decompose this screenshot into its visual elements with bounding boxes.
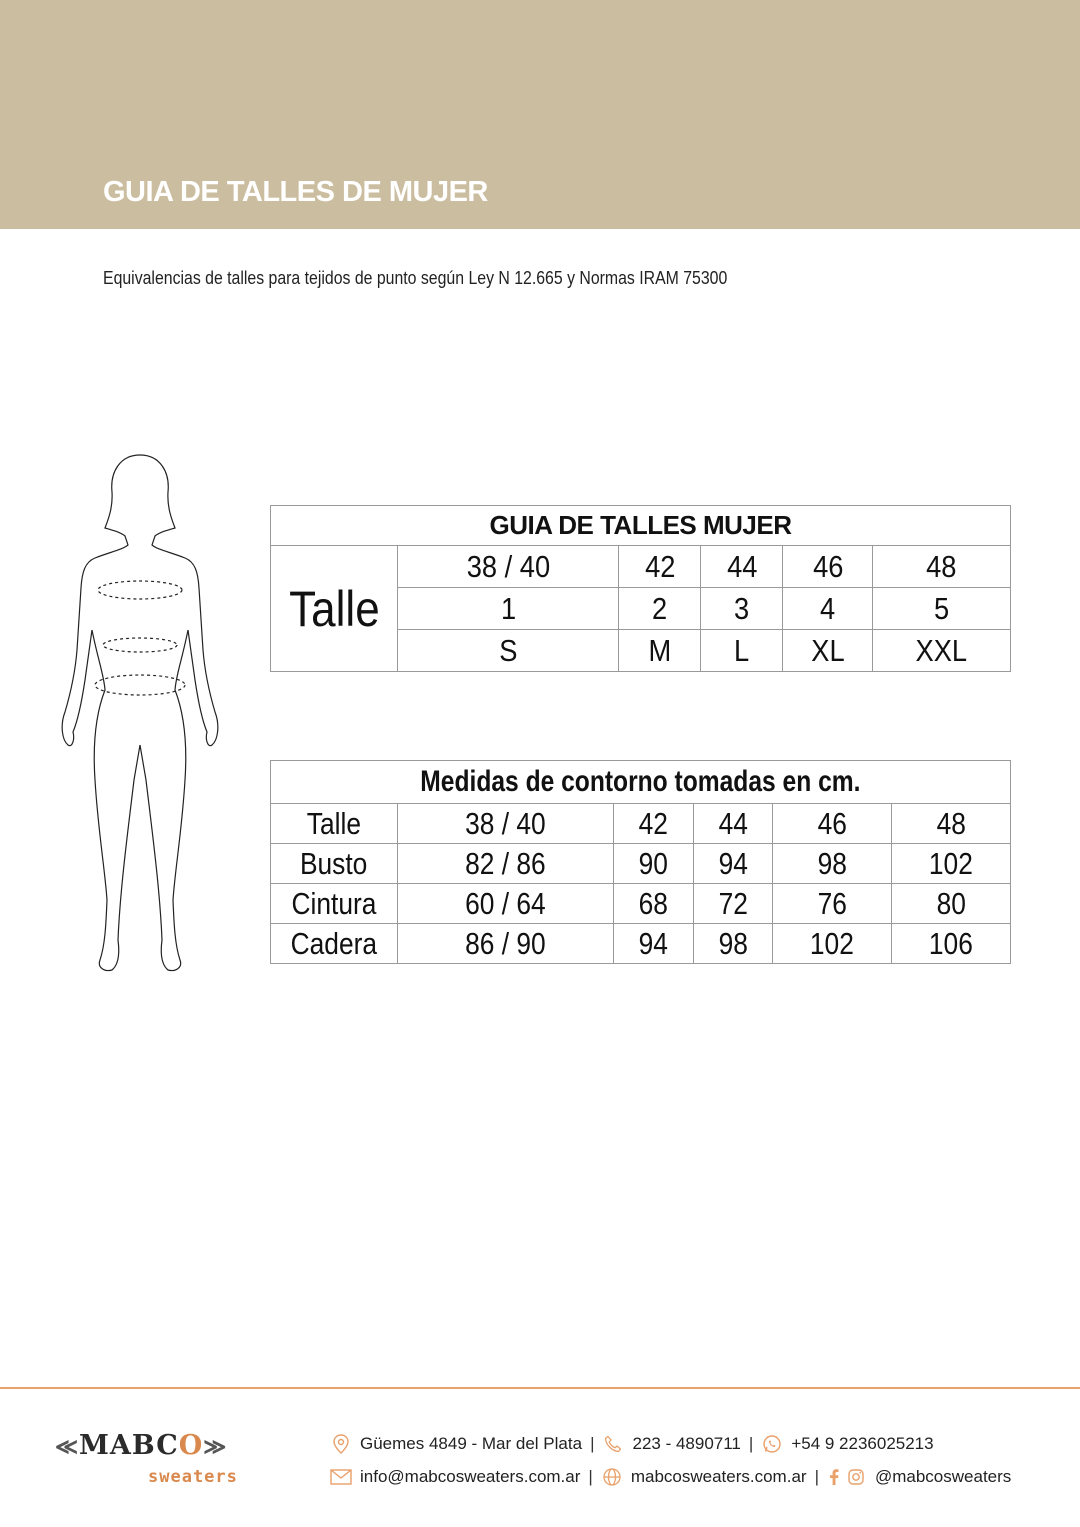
hip-line	[95, 675, 185, 695]
table-cell: 94	[693, 844, 773, 884]
table-row	[271, 844, 1011, 884]
table-cell: 68	[613, 884, 693, 924]
table-cell: 72	[693, 884, 773, 924]
website-link[interactable]: mabcosweaters.com.ar	[630, 1467, 807, 1486]
table-cell: 98	[693, 924, 773, 964]
table-cell: 44	[693, 804, 773, 844]
bust-line	[98, 581, 182, 599]
row-label: Busto	[271, 844, 398, 884]
table-cell: M	[619, 630, 701, 672]
talle-label: Talle	[271, 546, 398, 672]
table-cell: 3	[701, 588, 783, 630]
torso-right	[140, 630, 188, 971]
table-row	[271, 804, 1011, 844]
page-title: GUIA DE TALLES DE MUJER	[103, 176, 488, 208]
social-handle[interactable]: @mabcosweaters	[874, 1467, 1012, 1486]
table-cell: XXL	[873, 630, 1011, 672]
whatsapp-number[interactable]: +54 9 2236025213	[791, 1434, 934, 1453]
page-subtitle: Equivalencias de talles para tejidos de punto según Ley N 12.665 y Normas IRAM 75300	[103, 268, 728, 288]
table-cell: 42	[613, 804, 693, 844]
table-cell: 82 / 86	[398, 844, 614, 884]
phone-number[interactable]: 223 - 4890711	[632, 1434, 741, 1453]
address-text: Güemes 4849 - Mar del Plata	[360, 1434, 583, 1453]
table-cell: 38 / 40	[398, 546, 619, 588]
female-body-outline	[50, 450, 230, 980]
table-caption: GUIA DE TALLES MUJER	[271, 506, 1011, 546]
measurements-table	[270, 760, 1011, 964]
table-cell: 86 / 90	[398, 924, 614, 964]
table-row	[271, 884, 1011, 924]
separator: |	[748, 1434, 754, 1453]
table-cell: 5	[873, 588, 1011, 630]
whatsapp-icon	[761, 1433, 783, 1455]
table-cell: 80	[892, 884, 1011, 924]
instagram-icon[interactable]	[845, 1466, 867, 1488]
table-cell: 46	[773, 804, 892, 844]
table-cell: 2	[619, 588, 701, 630]
row-label: Talle	[271, 804, 398, 844]
table-cell: 60 / 64	[398, 884, 614, 924]
separator: |	[814, 1467, 819, 1486]
footer-divider	[0, 1387, 1080, 1389]
contact-line-1	[330, 1433, 934, 1455]
torso-left	[92, 630, 140, 971]
table-row	[271, 546, 1011, 588]
logo-wordmark: ≪MABCO≫	[55, 1430, 228, 1461]
separator: |	[588, 1467, 593, 1486]
contact-line-2	[330, 1466, 1011, 1488]
globe-icon	[601, 1466, 623, 1488]
table-cell: 38 / 40	[398, 804, 614, 844]
table-cell: 98	[773, 844, 892, 884]
table-cell: 90	[613, 844, 693, 884]
table-cell: 42	[619, 546, 701, 588]
email-link[interactable]: info@mabcosweaters.com.ar	[360, 1467, 581, 1486]
row-label: Cadera	[271, 924, 398, 964]
logo-subtitle: sweaters	[148, 1467, 238, 1487]
row-label: Cintura	[271, 884, 398, 924]
table-cell: 44	[701, 546, 783, 588]
table-cell: 102	[773, 924, 892, 964]
facebook-icon[interactable]	[827, 1466, 841, 1488]
table-cell: L	[701, 630, 783, 672]
table-caption-row	[271, 506, 1011, 546]
size-equivalence-table	[270, 505, 1011, 672]
mail-icon	[330, 1466, 352, 1488]
table-cell: 102	[892, 844, 1011, 884]
brand-logo[interactable]	[55, 1430, 270, 1490]
table-caption-row	[271, 761, 1011, 804]
table-cell: 4	[783, 588, 873, 630]
table-caption: Medidas de contorno tomadas en cm.	[271, 761, 1011, 804]
table-cell: 48	[873, 546, 1011, 588]
table-cell: 106	[892, 924, 1011, 964]
phone-icon	[602, 1433, 624, 1455]
waist-line	[103, 638, 177, 652]
table-cell: S	[398, 630, 619, 672]
table-cell: XL	[783, 630, 873, 672]
table-row	[271, 924, 1011, 964]
table-cell: 48	[892, 804, 1011, 844]
table-cell: 76	[773, 884, 892, 924]
location-pin-icon	[330, 1433, 352, 1455]
table-cell: 46	[783, 546, 873, 588]
separator: |	[590, 1434, 595, 1453]
table-cell: 94	[613, 924, 693, 964]
table-cell: 1	[398, 588, 619, 630]
